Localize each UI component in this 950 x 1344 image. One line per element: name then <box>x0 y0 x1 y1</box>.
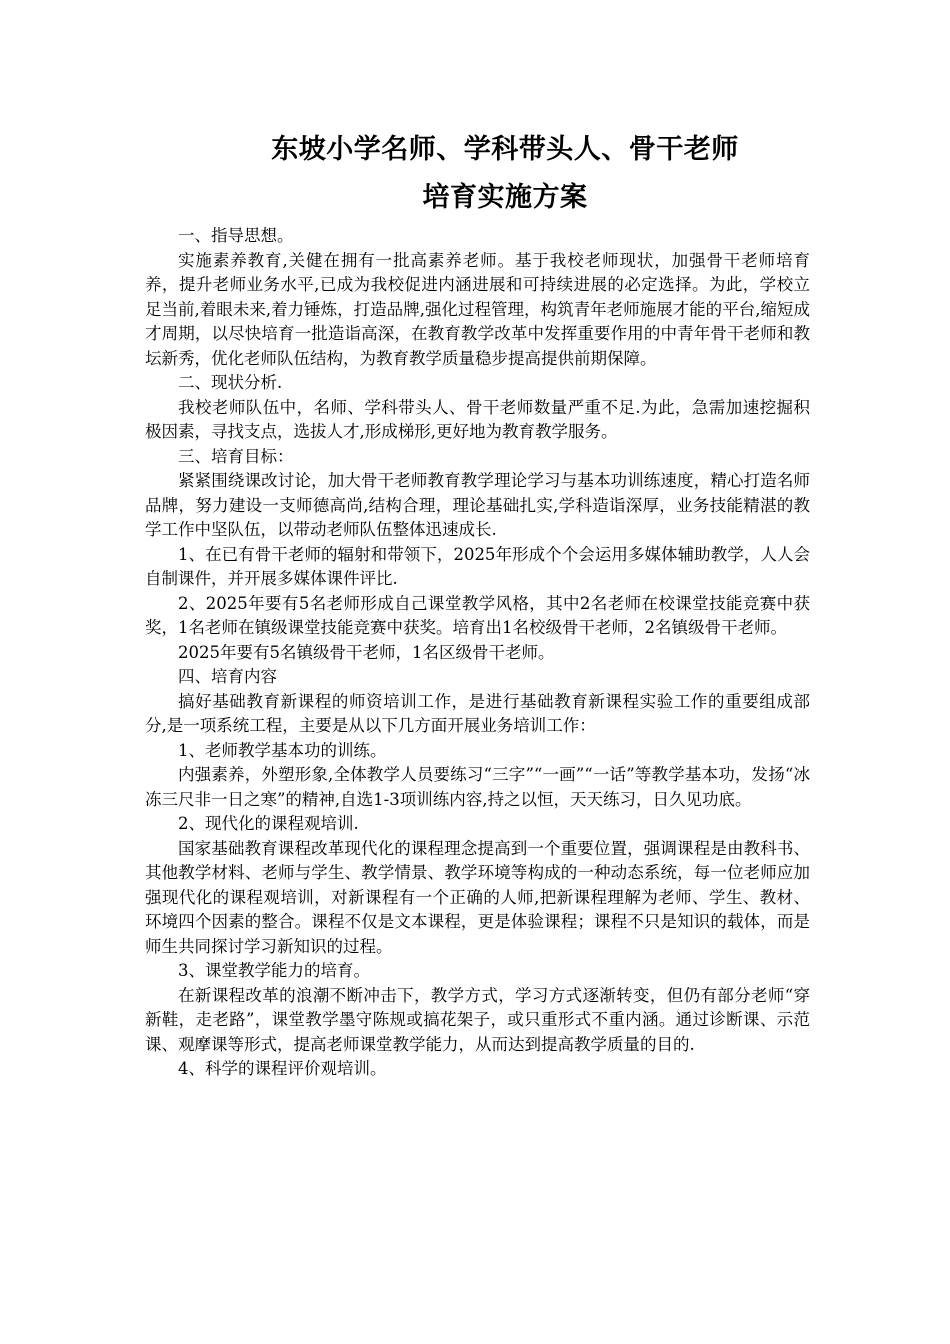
paragraph: 1、在已有骨干老师的辐射和带领下，2025年形成个个会运用多媒体辅助教学，人人会自制课件，并开展多媒体课件评比. <box>145 544 810 588</box>
paragraph: 2025年要有5名镇级骨干老师，1名区级骨干老师。 <box>178 642 555 662</box>
document-title-line1: 东坡小学名师、学科带头人、骨干老师 <box>271 134 739 165</box>
paragraph: 4、科学的课程评价观培训。 <box>178 1059 387 1078</box>
paragraph: 国家基础教育课程改革现代化的课程理念提高到一个重要位置，强调课程是由教科书、其他教学材料、老师与学生、教学情景、教学环境等构成的一种动态系统，每一位老师应加强现代化的课程观培训，对新课程有一个正确的人师,把新课程理解为老师、学生、教材、环境四个因素的整合。课程不仅是文本课程，更是体验课程；课程不只是知识的载体，而是师生共同探讨学习新知识的过程。 <box>145 838 810 956</box>
paragraph: 一、指导思想。 <box>178 226 294 245</box>
paragraph: 2、现代化的课程观培训. <box>178 814 359 833</box>
paragraph: 紧紧围绕课改讨论，加大骨干老师教育教学理论学习与基本功训练速度，精心打造名师品牌，努力建设一支师德高尚,结构合理，理论基础扎实,学科造诣深厚，业务技能精湛的教学工作中坚队伍，以带动老师队伍整体迅速成长. <box>145 471 810 539</box>
document-body <box>145 224 810 1082</box>
paragraph: 内强素养，外塑形象,全体教学人员要练习“三字”“一画”“一话”等教学基本功，发扬“冰冻三尺非一日之寒”的精神,自选1-3项训练内容,持之以恒，天天练习，日久见功底。 <box>145 765 810 809</box>
paragraph: 搞好基础教育新课程的师资培训工作，是进行基础教育新课程实验工作的重要组成部分,是一项系统工程，主要是从以下几方面开展业务培训工作： <box>145 691 810 735</box>
document-title-line2: 培育实施方案 <box>422 182 588 213</box>
paragraph: 在新课程改革的浪潮不断冲击下，教学方式，学习方式逐渐转变，但仍有部分老师“穿新鞋，走老路”，课堂教学墨守陈规或搞花架子，或只重形式不重内涵。通过诊断课、示范课、观摩课等形式，提高老师课堂教学能力，从而达到提高教学质量的目的. <box>145 985 810 1054</box>
paragraph: 三、培育目标： <box>178 446 294 466</box>
paragraph: 实施素养教育,关健在拥有一批高素养老师。基于我校老师现状，加强骨干老师培育养，提升老师业务水平,已成为我校促进内涵进展和可持续进展的必定选择。为此，学校立足当前,着眼未来,着力锤炼，打造品牌,强化过程管理，构筑青年老师施展才能的平台,缩短成才周期，以尽快培育一批造诣高深，在教育教学改革中发挥重要作用的中青年骨干老师和教坛新秀，优化老师队伍结构，为教育教学质量稳步提高提供前期保障。 <box>145 250 810 368</box>
paragraph: 四、培育内容 <box>178 667 277 686</box>
paragraph: 我校老师队伍中，名师、学科带头人、骨干老师数量严重不足.为此，急需加速挖掘积极因素，寻找支点，选拔人才,形成梯形,更好地为教育教学服务。 <box>145 397 810 441</box>
paragraph: 1、老师教学基本功的训练。 <box>178 740 387 760</box>
paragraph: 二、现状分析. <box>178 373 283 392</box>
paragraph: 2、2025年要有5名老师形成自己课堂教学风格，其中2名老师在校课堂技能竞赛中获奖，1名老师在镇级课堂技能竞赛中获奖。培育出1名校级骨干老师，2名镇级骨干老师。 <box>145 593 810 637</box>
paragraph: 3、课堂教学能力的培育。 <box>178 961 370 980</box>
